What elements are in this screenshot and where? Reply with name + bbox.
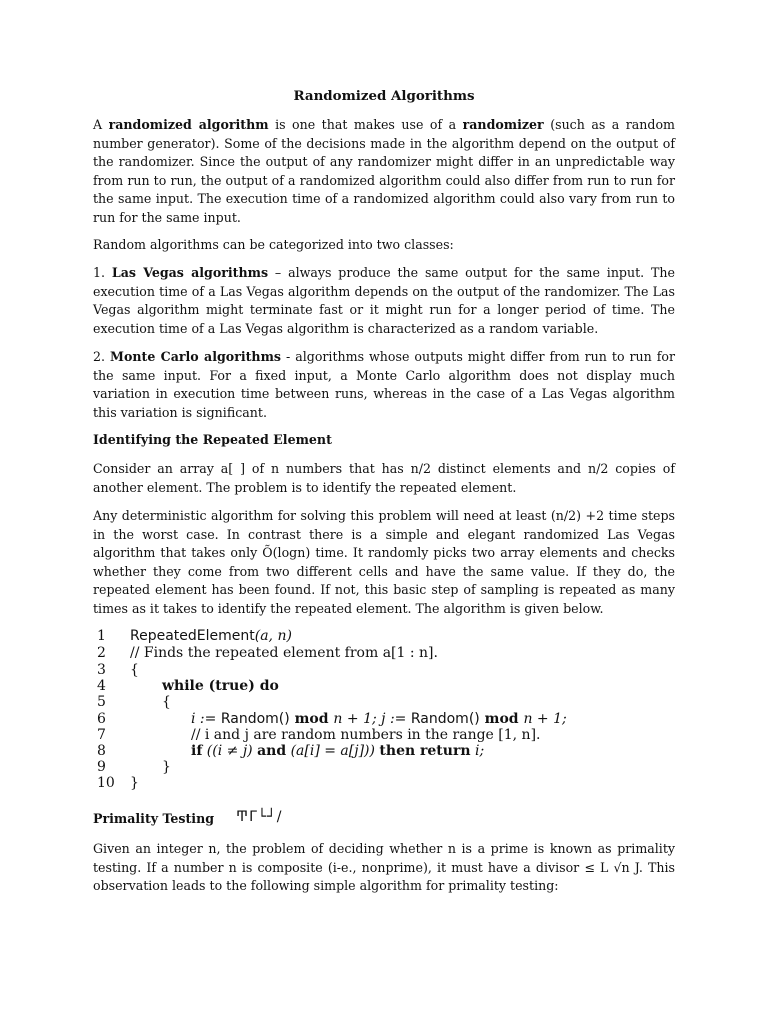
code-token: if xyxy=(191,743,203,759)
code-brace: { xyxy=(130,662,139,678)
line-number: 3 xyxy=(97,662,106,678)
code-brace: } xyxy=(162,759,171,775)
code-while: while (true) do xyxy=(162,678,279,694)
code-text xyxy=(191,711,567,727)
code-text xyxy=(130,628,292,644)
line-number: 4 xyxy=(97,678,106,694)
intro-text-a: A xyxy=(93,117,109,132)
section-heading-primality: Primality Testing xyxy=(93,811,215,826)
primality-text-c: n J. This observation leads to the following simple algorithm for primality testing: xyxy=(93,859,675,893)
class-number: 2. xyxy=(93,349,110,364)
intro-paragraph xyxy=(93,116,675,227)
algorithm-listing xyxy=(93,625,599,795)
code-token: i; xyxy=(470,743,485,759)
code-token: Random() xyxy=(220,711,290,727)
code-token: n + 1; xyxy=(523,711,567,727)
line-number: 7 xyxy=(97,727,106,743)
code-token: j := xyxy=(381,711,411,727)
code-text xyxy=(191,743,484,759)
class-description: - algorithms whose outputs might differ from run to run for the same input. For a fixed input, a Monte Carlo algorithm does not display much variation in execution time between runs, whereas in the case of a Las Vegas algorithm this variation is significant. xyxy=(93,349,675,420)
class-name: Monte Carlo algorithms xyxy=(110,349,282,364)
code-token: mod xyxy=(289,711,334,727)
code-token: n + 1; xyxy=(333,711,382,727)
code-comment: // Finds the repeated element from a[1 : n]. xyxy=(130,645,438,661)
code-token: then return xyxy=(379,743,471,759)
code-token: (a[i] = a[j])) xyxy=(286,743,380,759)
sqrt-symbol: √ xyxy=(613,859,622,875)
line-number: 2 xyxy=(97,645,106,661)
intro-text-e: (such as a random number generator). Some of the decisions made in the algorithm depend on the output of the randomizer. Since the output of any randomizer might differ in an unpredictable way from run to run, the output of a randomized algorithm could also differ from run to run for the same input. The execution time of a randomized algorithm could also vary from run to run for the same input. xyxy=(93,117,676,225)
page-title: Randomized Algorithms xyxy=(293,88,475,104)
class-number: 1. xyxy=(93,265,112,280)
code-brace: { xyxy=(162,694,171,710)
line-number: 1 xyxy=(97,628,106,644)
class-description: – always produce the same output for the same input. The execution time of a Las Vegas algorithm depends on the output of the randomizer. The Las Vegas algorithm might terminate fast or it might run for a longer period of time. The execution time of a Las Vegas algorithm is characterized as a random variable. xyxy=(93,265,675,336)
code-comment: // i and j are random numbers in the range [1, n]. xyxy=(191,727,541,743)
handwritten-marks: ͲΓ└┘/ xyxy=(236,809,283,825)
line-number: 5 xyxy=(97,694,106,710)
intro-text-c: is one that makes use of a xyxy=(268,117,463,132)
line-number: 6 xyxy=(97,711,106,727)
line-number: 9 xyxy=(97,759,106,775)
classes-intro: Random algorithms can be categorized into two classes: xyxy=(93,237,454,252)
repeated-element-problem: Consider an array a[ ] of n numbers that has n/2 distinct elements and n/2 copies of another element. The problem is to identify the repeated element. xyxy=(93,461,675,495)
code-brace: } xyxy=(130,775,139,791)
line-number: 10 xyxy=(97,775,115,791)
code-token: i := xyxy=(191,711,221,727)
code-token: mod xyxy=(479,711,524,727)
code-token: ((i ≠ j) xyxy=(202,743,258,759)
code-token: Random() xyxy=(410,711,480,727)
code-token: and xyxy=(257,743,287,759)
term-randomizer: randomizer xyxy=(462,117,544,132)
class-monte-carlo xyxy=(93,348,675,422)
class-name: Las Vegas algorithms xyxy=(111,265,269,280)
primality-paragraph xyxy=(93,840,675,896)
term-randomized-algorithm: randomized algorithm xyxy=(108,117,269,132)
repeated-element-explanation: Any deterministic algorithm for solving this problem will need at least (n/2) +2 time steps in the worst case. In contrast there is a simple and elegant randomized Las Vegas algorithm that takes only Õ(logn) time. It randomly picks two array elements and checks whether they come from two different cells and have the same value. If they do, the repeated element has been found. If not, this basic step of sampling is repeated as many times as it takes to identify the repeated element. The algorithm is given below. xyxy=(93,508,675,616)
line-number: 8 xyxy=(97,743,106,759)
section-heading-repeated-element: Identifying the Repeated Element xyxy=(93,432,332,447)
function-name: RepeatedElement xyxy=(130,628,255,644)
primality-text-a: Given an integer n, the problem of deciding whether n is a prime is known as primality testing. If a number n is composite (i-e., nonprime), it must have a divisor ≤ L xyxy=(93,841,675,875)
function-args: (a, n) xyxy=(254,628,292,644)
class-las-vegas xyxy=(93,264,675,338)
